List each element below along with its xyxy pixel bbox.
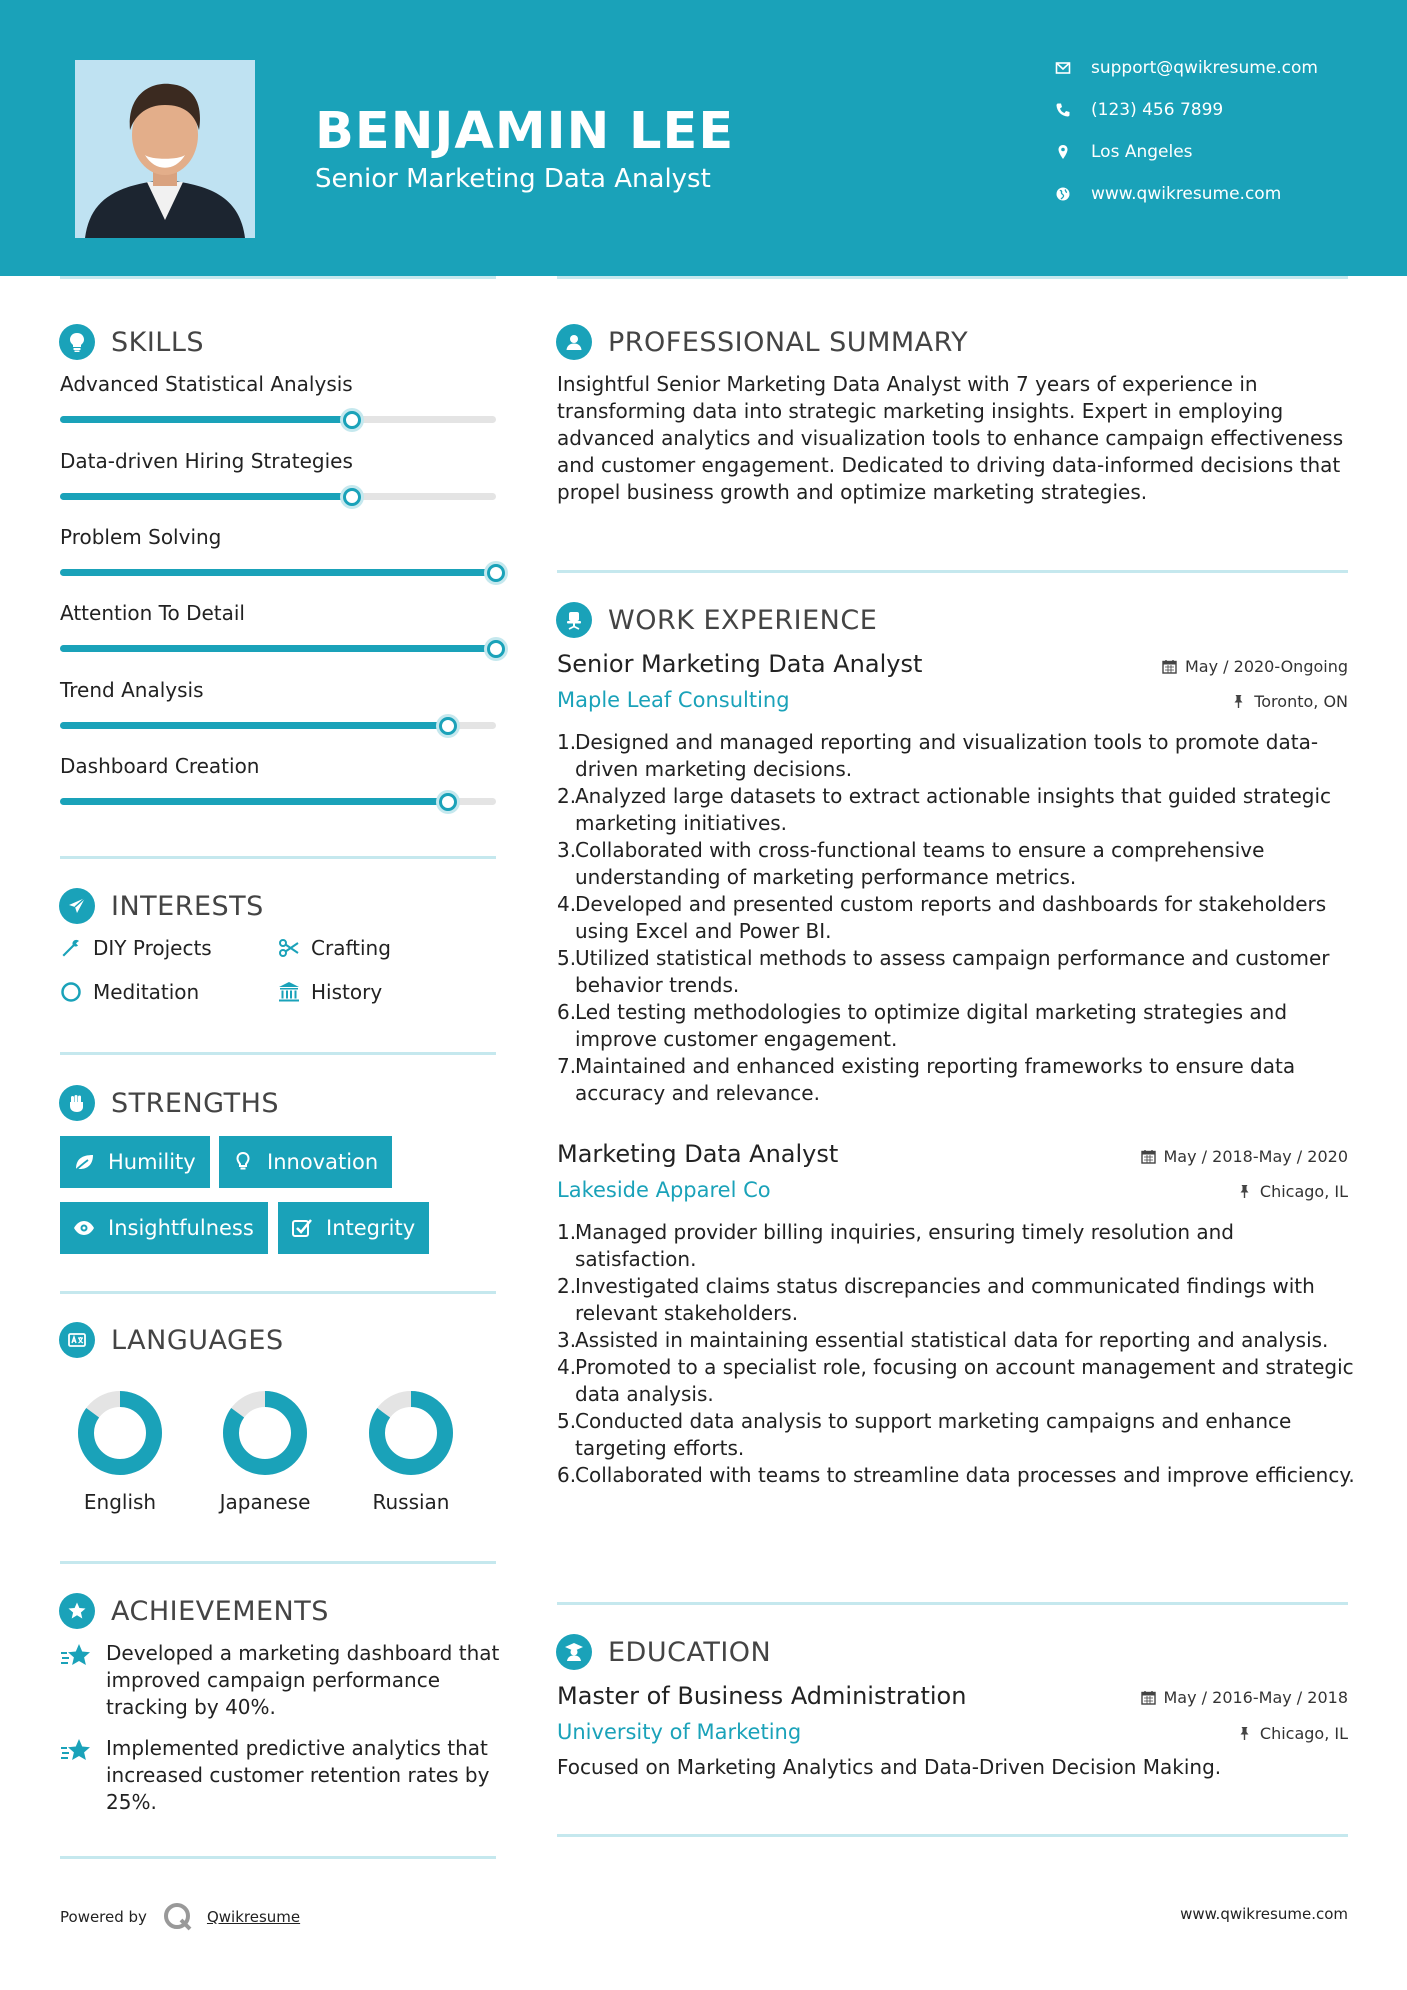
header-banner [0, 0, 1407, 276]
job-location [1237, 1182, 1348, 1201]
skill-label: Attention To Detail [60, 601, 245, 625]
museum-icon [277, 980, 301, 1004]
skill-bar-fill [60, 722, 448, 729]
footer-website[interactable]: www.qwikresume.com [1180, 1905, 1348, 1923]
skill-bar [60, 798, 496, 805]
divider [60, 1856, 496, 1859]
paper-plane-icon [59, 888, 95, 924]
skill-bar-fill [60, 493, 352, 500]
skill-label: Trend Analysis [60, 678, 204, 702]
scissors-icon [277, 936, 301, 960]
eye-icon [72, 1216, 96, 1240]
contact-website-text: www.qwikresume.com [1091, 184, 1282, 204]
job-location-text: Toronto, ON [1254, 692, 1348, 711]
languages-title: LANGUAGES [111, 1324, 284, 1356]
strength-tag [60, 1136, 210, 1188]
list-item-text: Conducted data analysis to support marketing campaigns and enhance targeting efforts. [575, 1409, 1292, 1460]
achievements-title: ACHIEVEMENTS [111, 1595, 329, 1627]
summary-text: Insightful Senior Marketing Data Analyst with 7 years of experience in transforming data into strategic marketing insights. Expert in employing advanced analytics and visualization tools to enhance campaign effectiveness and customer engagement. Dedicated to driving data-informed decisions that propel business growth and optimize marketing strategies. [557, 372, 1344, 504]
pushpin-icon [1237, 1726, 1252, 1741]
list-item-text: Designed and managed reporting and visualization tools to promote data-driven marketing decisions. [575, 730, 1319, 781]
list-item-text: Collaborated with cross-functional teams to ensure a comprehensive understanding of marketing performance metrics. [575, 838, 1265, 889]
job-dates [1141, 1147, 1349, 1166]
strength-label: Humility [108, 1150, 196, 1174]
list-item: 5. Conducted data analysis to support marketing campaigns and enhance targeting efforts. [557, 1408, 1357, 1462]
company-name: Maple Leaf Consulting [557, 688, 790, 712]
interest-label: Meditation [93, 980, 200, 1004]
map-pin-icon [1055, 144, 1071, 160]
language-donuts [60, 1384, 500, 1484]
calendar-icon [1162, 659, 1177, 674]
achievement-text: Developed a marketing dashboard that improved campaign performance tracking by 40%. [106, 1641, 500, 1719]
responsibility-list [557, 729, 1357, 1107]
qwikresume-link[interactable]: Qwikresume [206, 1908, 301, 1926]
list-item-text: Developed and presented custom reports and dashboards for stakeholders using Excel and Power BI. [575, 892, 1327, 943]
responsibility-list [557, 1219, 1357, 1489]
divider [557, 276, 1348, 279]
strength-tag [60, 1202, 268, 1254]
interests-title: INTERESTS [111, 890, 264, 922]
language-donut [231, 1399, 299, 1467]
list-item-text: Managed provider billing inquiries, ensuring timely resolution and satisfaction. [575, 1220, 1235, 1271]
star-badge-icon [59, 1593, 95, 1629]
list-item-text: Led testing methodologies to optimize digital marketing strategies and improve customer engagement. [575, 1000, 1288, 1051]
skill-bar-knob [439, 717, 457, 735]
divider [60, 1291, 496, 1294]
list-item: 6. Collaborated with teams to streamline data processes and improve efficiency. [557, 1463, 1355, 1487]
interest-label: History [311, 980, 383, 1004]
pushpin-icon [1237, 1184, 1252, 1199]
skills-heading [59, 324, 204, 360]
footer-powered-by [60, 1900, 300, 1934]
job-title: Senior Marketing Data Analyst [557, 650, 923, 678]
skill-bar [60, 645, 496, 652]
language-label: English [83, 1490, 157, 1514]
strength-label: Integrity [326, 1216, 416, 1240]
skill-bar [60, 569, 496, 576]
lightbulb-icon [231, 1150, 255, 1174]
profile-photo [75, 60, 255, 238]
candidate-name: BENJAMIN LEE [315, 102, 735, 161]
leaf-icon [72, 1150, 96, 1174]
user-icon [556, 324, 592, 360]
list-item-text: Investigated claims status discrepancies and communicated findings with relevant stakeholders. [575, 1274, 1315, 1325]
skill-bar-fill [60, 569, 496, 576]
education-description: Focused on Marketing Analytics and Data-Driven Decision Making. [557, 1755, 1222, 1779]
pushpin-icon [1231, 694, 1246, 709]
skill-label: Dashboard Creation [60, 754, 260, 778]
skill-bar-knob [487, 564, 505, 582]
qwikresume-logo-icon [161, 1900, 195, 1934]
list-item: 1. Designed and managed reporting and visualization tools to promote data-driven marketing decisions. [557, 729, 1357, 783]
circle-icon [59, 980, 83, 1004]
skill-label: Advanced Statistical Analysis [60, 372, 353, 396]
skills-title: SKILLS [111, 326, 205, 358]
list-item-text: Collaborated with teams to streamline data processes and improve efficiency. [575, 1463, 1355, 1487]
skill-bar-knob [343, 488, 361, 506]
skill-label: Data-driven Hiring Strategies [60, 449, 353, 473]
language-label: Japanese [219, 1490, 311, 1514]
checkbox-icon [290, 1216, 314, 1240]
school-name: University of Marketing [557, 1720, 802, 1744]
list-item: 4. Developed and presented custom reports and dashboards for stakeholders using Excel and Power BI. [557, 891, 1357, 945]
list-item: 4. Promoted to a specialist role, focusing on account management and strategic data analysis. [557, 1354, 1357, 1408]
list-item: 2. Investigated claims status discrepancies and communicated findings with relevant stakeholders. [557, 1273, 1357, 1327]
job-location [1231, 692, 1348, 711]
list-item: 2. Analyzed large datasets to extract actionable insights that guided strategic marketing initiatives. [557, 783, 1357, 837]
summary-title: PROFESSIONAL SUMMARY [608, 326, 969, 358]
contact-email[interactable] [1055, 58, 1318, 78]
wrench-icon [59, 936, 83, 960]
job-location-text: Chicago, IL [1259, 1182, 1348, 1201]
interest-item [277, 980, 382, 1004]
skill-bar-fill [60, 798, 448, 805]
candidate-title: Senior Marketing Data Analyst [315, 164, 711, 194]
education-dates-text: May / 2016-May / 2018 [1163, 1688, 1348, 1707]
skill-bar-knob [439, 793, 457, 811]
achievements-heading [59, 1593, 329, 1629]
strength-label: Insightfulness [108, 1216, 254, 1240]
divider [557, 570, 1348, 573]
powered-by-text: Powered by [60, 1908, 147, 1926]
list-item-text: Promoted to a specialist role, focusing on account management and strategic data analysis. [575, 1355, 1354, 1406]
contact-phone [1055, 100, 1223, 120]
contact-email-text: support@qwikresume.com [1091, 58, 1318, 78]
interests-heading [59, 888, 264, 924]
list-item-text: Maintained and enhanced existing reporting frameworks to ensure data accuracy and relevance. [575, 1054, 1296, 1105]
job-dates-text: May / 2018-May / 2020 [1163, 1147, 1348, 1166]
company-name: Lakeside Apparel Co [557, 1178, 771, 1202]
skill-label: Problem Solving [60, 525, 222, 549]
contact-location [1055, 142, 1193, 162]
strengths-heading [59, 1085, 279, 1121]
phone-icon [1055, 102, 1071, 118]
experience-heading [556, 602, 877, 638]
achievement-item [60, 1735, 500, 1816]
achievement-item [60, 1640, 500, 1721]
education-dates [1141, 1688, 1349, 1707]
star-icon [60, 1642, 92, 1672]
education-location [1237, 1724, 1348, 1743]
contact-phone-text: (123) 456 7899 [1091, 100, 1224, 120]
language-donut [377, 1399, 445, 1467]
skill-bar-fill [60, 416, 352, 423]
language-icon [59, 1322, 95, 1358]
language-label: Russian [372, 1490, 450, 1514]
job-dates [1162, 657, 1348, 676]
contact-location-text: Los Angeles [1091, 142, 1193, 162]
degree-title: Master of Business Administration [557, 1682, 967, 1710]
skill-bar [60, 416, 496, 423]
skill-bar [60, 493, 496, 500]
list-item: 5. Utilized statistical methods to assess campaign performance and customer behavior trends. [557, 945, 1357, 999]
star-icon [60, 1737, 92, 1767]
lightbulb-icon [59, 324, 95, 360]
envelope-icon [1055, 60, 1071, 76]
skill-bar-knob [487, 640, 505, 658]
languages-heading [59, 1322, 284, 1358]
divider [60, 276, 496, 279]
education-location-text: Chicago, IL [1259, 1724, 1348, 1743]
divider [557, 1602, 1348, 1605]
strengths-title: STRENGTHS [111, 1087, 280, 1119]
skill-bar [60, 722, 496, 729]
experience-title: WORK EXPERIENCE [608, 604, 878, 636]
job-dates-text: May / 2020-Ongoing [1185, 657, 1348, 676]
education-heading [556, 1634, 771, 1670]
calendar-icon [1141, 1149, 1156, 1164]
job-title: Marketing Data Analyst [557, 1140, 839, 1168]
education-title: EDUCATION [608, 1636, 772, 1668]
globe-icon [1055, 186, 1071, 202]
list-item: 6. Led testing methodologies to optimize digital marketing strategies and improve customer engagement. [557, 999, 1357, 1053]
divider [60, 856, 496, 859]
language-donut [86, 1399, 154, 1467]
briefcase-chair-icon [556, 602, 592, 638]
list-item: 3. Collaborated with cross-functional teams to ensure a comprehensive understanding of marketing performance metrics. [557, 837, 1357, 891]
strength-tag [278, 1202, 429, 1254]
skill-bar-knob [343, 411, 361, 429]
interest-item [59, 936, 212, 960]
strength-tag [219, 1136, 392, 1188]
divider [557, 1834, 1348, 1837]
interest-label: Crafting [311, 936, 391, 960]
fist-icon [59, 1085, 95, 1121]
strength-label: Innovation [267, 1150, 379, 1174]
divider [60, 1052, 496, 1055]
list-item: 7. Maintained and enhanced existing reporting frameworks to ensure data accuracy and relevance. [557, 1053, 1357, 1107]
list-item-text: Assisted in maintaining essential statistical data for reporting and analysis. [575, 1328, 1329, 1352]
list-item-text: Utilized statistical methods to assess campaign performance and customer behavior trends. [575, 946, 1330, 997]
list-item: 3. Assisted in maintaining essential statistical data for reporting and analysis. [557, 1328, 1329, 1352]
contact-website[interactable] [1055, 184, 1281, 204]
interest-item [277, 936, 391, 960]
interest-item [59, 980, 199, 1004]
interest-label: DIY Projects [93, 936, 212, 960]
divider [60, 1561, 496, 1564]
graduate-icon [556, 1634, 592, 1670]
list-item-text: Analyzed large datasets to extract actionable insights that guided strategic marketing initiatives. [575, 784, 1332, 835]
achievement-text: Implemented predictive analytics that increased customer retention rates by 25%. [106, 1736, 490, 1814]
skill-bar-fill [60, 645, 496, 652]
list-item: 1. Managed provider billing inquiries, ensuring timely resolution and satisfaction. [557, 1219, 1357, 1273]
summary-heading [556, 324, 968, 360]
calendar-icon [1141, 1690, 1156, 1705]
